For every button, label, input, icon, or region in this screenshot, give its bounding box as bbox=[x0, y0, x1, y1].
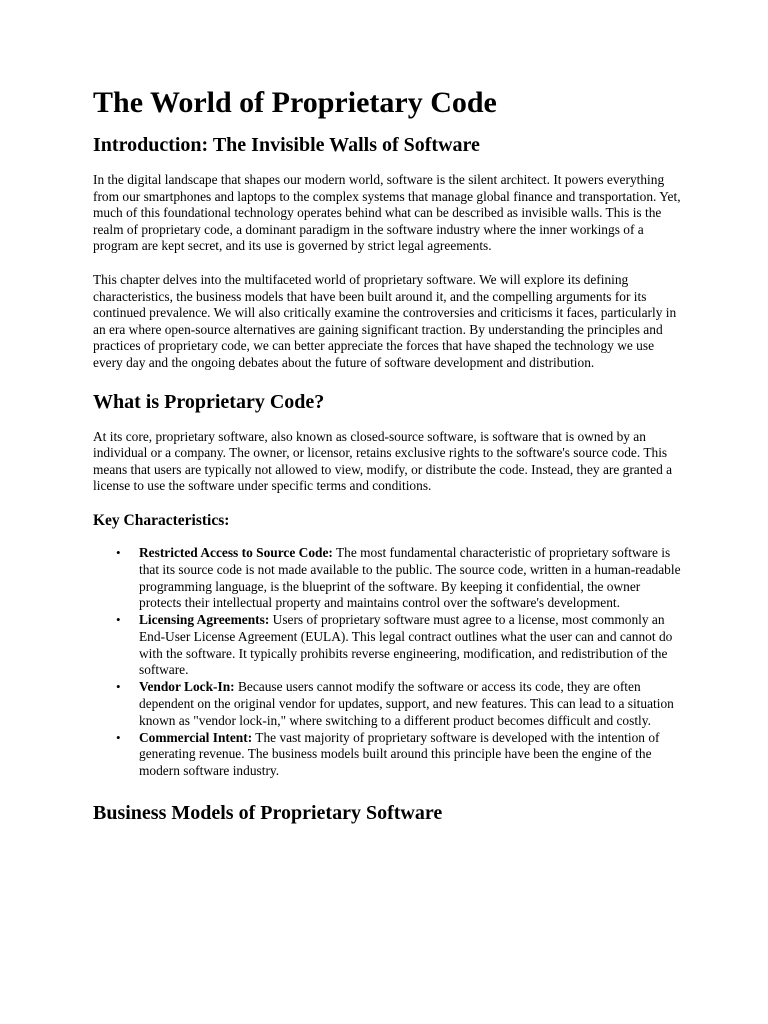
list-item bbox=[116, 679, 683, 729]
section-heading-what-is-proprietary-code: What is Proprietary Code? bbox=[93, 390, 325, 413]
document-title: The World of Proprietary Code bbox=[93, 86, 497, 119]
list-item-term: Restricted Access to Source Code: bbox=[139, 544, 333, 560]
bullet-icon: • bbox=[116, 544, 121, 560]
key-characteristics-heading: Key Characteristics: bbox=[93, 511, 230, 529]
intro-paragraph-2: This chapter delves into the multifaceted world of proprietary software. We will explore its defining characteristics, the business models that have been built around it, and the compelling arguments for its continued prevalence. We will also critically examine the controversies and criticisms it faces, particularly in an era where open-source alternatives are gaining significant traction. By understanding the principles and practices of proprietary code, we can better appreciate the forces that have shaped the technology we use every day and the ongoing debates about the future of software development and distribution. bbox=[93, 271, 677, 370]
list-item-term: Vendor Lock-In: bbox=[139, 679, 235, 695]
key-characteristics-list bbox=[93, 545, 683, 780]
bullet-icon: • bbox=[116, 679, 121, 695]
list-item-text: The most fundamental characteristic of proprietary software is that its source code is not made available to the public. The source code, written in a human-readable programming language, is the blueprint of the software. By keeping it confidential, the owner protects their intellectual property and maintains control over the software's development. bbox=[139, 544, 681, 611]
section-heading-business-models: Business Models of Proprietary Software bbox=[93, 802, 443, 825]
list-item-term: Commercial Intent: bbox=[139, 729, 253, 745]
list-item-text: The vast majority of proprietary software is developed with the intention of generating revenue. The business models built around this principle have been the engine of the modern software industry. bbox=[139, 729, 660, 779]
intro-paragraph-1: In the digital landscape that shapes our modern world, software is the silent architect. It powers everything from our smartphones and laptops to the complex systems that manage global finance and transportation. Yet, much of this foundational technology operates behind what can be described as invisible walls. This is the realm of proprietary code, a dominant paradigm in the software industry where the inner workings of a program are kept secret, and its use is governed by strict legal agreements. bbox=[93, 172, 681, 254]
list-item bbox=[116, 544, 683, 612]
document-page bbox=[93, 84, 683, 826]
bullet-icon: • bbox=[116, 729, 121, 745]
list-item-term: Licensing Agreements: bbox=[139, 612, 270, 628]
bullet-icon: • bbox=[116, 612, 121, 628]
section-heading-introduction: Introduction: The Invisible Walls of Software bbox=[93, 134, 480, 156]
list-item-text: Because users cannot modify the software or access its code, they are often dependent on the original vendor for updates, support, and new features. This can lead to a situation known as "vendor lock-in," where switching to a different product becomes difficult and costly. bbox=[139, 679, 674, 728]
what-is-paragraph: At its core, proprietary software, also known as closed-source software, is software that is owned by an individual or a company. The owner, or licensor, retains exclusive rights to the software's source code. This means that users are typically not allowed to view, modify, or distribute the code. Instead, they are granted a license to use the software under specific terms and conditions. bbox=[93, 428, 673, 494]
list-item bbox=[116, 612, 683, 679]
list-item-text: Users of proprietary software must agree to a license, most commonly an End-User License Agreement (EULA). This legal contract outlines what the user can and cannot do with the software. It typically prohibits reverse engineering, modification, and redistribution of the software. bbox=[139, 612, 673, 678]
list-item bbox=[116, 729, 683, 780]
